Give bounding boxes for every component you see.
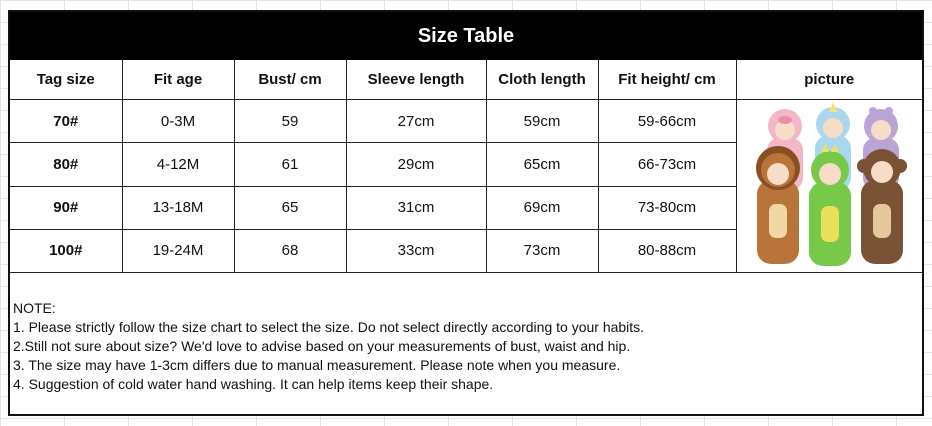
col-header-fit-height: Fit height/ cm bbox=[598, 60, 736, 100]
bust-cell: 65 bbox=[234, 186, 346, 229]
fit-height-cell: 59-66cm bbox=[598, 100, 736, 143]
notes-heading: NOTE: bbox=[13, 300, 56, 316]
tag-size-cell: 80# bbox=[10, 143, 122, 186]
sleeve-length-cell: 33cm bbox=[346, 229, 486, 272]
monkey-onesie-figure bbox=[857, 149, 907, 264]
col-header-cloth-length: Cloth length bbox=[486, 60, 598, 100]
cloth-length-cell: 65cm bbox=[486, 143, 598, 186]
bust-cell: 59 bbox=[234, 100, 346, 143]
tag-size-cell: 100# bbox=[10, 229, 122, 272]
table-row bbox=[10, 100, 922, 143]
table-header-row bbox=[10, 60, 922, 100]
bust-cell: 68 bbox=[234, 229, 346, 272]
cloth-length-cell: 59cm bbox=[486, 100, 598, 143]
col-header-sleeve-length: Sleeve length bbox=[346, 60, 486, 100]
col-header-tag-size: Tag size bbox=[10, 60, 122, 100]
note-line: 4. Suggestion of cold water hand washing. It can help items keep their shape. bbox=[13, 376, 494, 392]
fit-age-cell: 0-3M bbox=[122, 100, 234, 143]
fit-height-cell: 66-73cm bbox=[598, 143, 736, 186]
col-header-fit-age: Fit age bbox=[122, 60, 234, 100]
product-photo bbox=[737, 100, 923, 268]
col-header-picture: picture bbox=[736, 60, 922, 100]
dinosaur-onesie-figure bbox=[809, 144, 851, 266]
col-header-bust: Bust/ cm bbox=[234, 60, 346, 100]
fit-age-cell: 19-24M bbox=[122, 229, 234, 272]
size-table bbox=[10, 60, 922, 273]
fit-height-cell: 73-80cm bbox=[598, 186, 736, 229]
fit-height-cell: 80-88cm bbox=[598, 229, 736, 272]
note-line: 3. The size may have 1-3cm differs due to manual measurement. Please note when you measure. bbox=[13, 357, 621, 373]
tag-size-cell: 70# bbox=[10, 100, 122, 143]
sleeve-length-cell: 29cm bbox=[346, 143, 486, 186]
note-line: 1. Please strictly follow the size chart to select the size. Do not select directly according to your habits. bbox=[13, 319, 645, 335]
title-bar bbox=[10, 12, 922, 60]
tag-size-cell: 90# bbox=[10, 186, 122, 229]
note-line: 2.Still not sure about size? We'd love to advise based on your measurements of bust, waist and hip. bbox=[13, 338, 631, 354]
bust-cell: 61 bbox=[234, 143, 346, 186]
fit-age-cell: 4-12M bbox=[122, 143, 234, 186]
size-table-title: Size Table bbox=[417, 24, 515, 47]
size-chart-sheet bbox=[8, 10, 924, 416]
cloth-length-cell: 73cm bbox=[486, 229, 598, 272]
picture-cell bbox=[736, 100, 922, 273]
notes-section bbox=[10, 273, 922, 394]
sleeve-length-cell: 27cm bbox=[346, 100, 486, 143]
sleeve-length-cell: 31cm bbox=[346, 186, 486, 229]
lion-onesie-figure bbox=[756, 146, 800, 264]
cloth-length-cell: 69cm bbox=[486, 186, 598, 229]
fit-age-cell: 13-18M bbox=[122, 186, 234, 229]
